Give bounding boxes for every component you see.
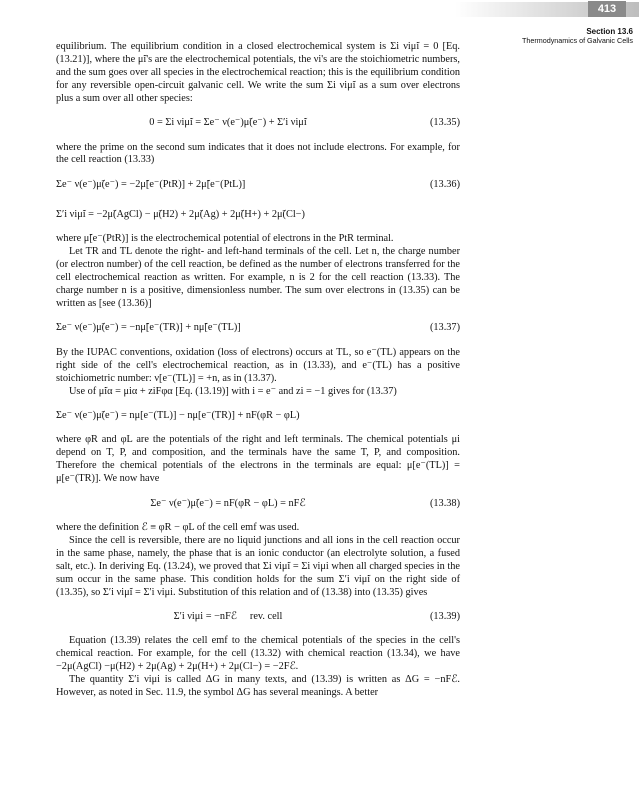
- paragraph-2: where the prime on the second sum indicates that it does not include electrons. For example, for the cell reaction (13.33): [56, 141, 460, 166]
- paragraph-5: By the IUPAC conventions, oxidation (loss of electrons) occurs at TL, so e⁻(TL) appears on the right side of the cell's electrochemical reaction, as in (13.33), and e⁻(TL) has a positive stoichiometric number: ν[e⁻(TL)] = +n, as in (13.37).: [56, 346, 460, 384]
- equation-13-35-number: (13.35): [429, 117, 460, 129]
- equation-13-37-number: (13.37): [429, 322, 460, 334]
- equation-13-35-text: 0 = Σi νiμ̃i = Σe⁻ ν(e⁻)μ̃(e⁻) + Σ′i νiμ̃i: [149, 117, 307, 129]
- equation-13-37b: [56, 404, 460, 428]
- page-body: [56, 41, 460, 700]
- paragraph-1: equilibrium. The equilibrium condition in a closed electrochemical system is Σi νiμ̃i = 0 [Eq. (13.21)], where the μ̃i's are the electrochemical potentials, the νi's are the stoichiometric numbers, and the sum goes over all species in the electrochemical reaction; this is the equilibrium condition for any reversible open-circuit galvanic cell. We write the sum Σi νiμ̃i as a sum over electrons plus a sum over all other species:: [56, 41, 460, 104]
- section-title: Section 13.6: [586, 27, 633, 36]
- paragraph-11: The quantity Σ′i νiμi is called ΔG in many texts, and (13.39) is written as ΔG = −nFℰ. However, as noted in Sec. 11.9, the symbol ΔG has several meanings. A better: [56, 674, 460, 699]
- equation-13-36-number: (13.36): [429, 178, 460, 190]
- equation-13-39-number: (13.39): [429, 611, 460, 623]
- equation-13-39-text: Σ′i νiμi = −nFℰ: [173, 611, 238, 623]
- paragraph-4: Let TR and TL denote the right- and left-hand terminals of the cell. Let n, the charge number (or electron number) of the cell reaction, be defined as the number of electrons transferred for the cell electrochemical reaction as written. For example, n is 2 for the cell reaction (13.33). The charge number n is a positive, dimensionless number. The sum over electrons in (13.35) can be written as [see (13.36)]: [56, 246, 460, 309]
- equation-13-38: [56, 492, 460, 516]
- page-number: 413: [588, 1, 626, 17]
- paragraph-9: Since the cell is reversible, there are no liquid junctions and all ions in the cell reaction occur in the same phase, namely, the phase that is an ionic conductor (an electrolyte solution, a fused salt, etc.). In deriving Eq. (13.24), we proved that Σi νiμ̃i = Σi νiμi when all charged species in the sum occur in the same phase. This condition holds for the sum Σ′i νiμ̃i on the right side of (13.35), so Σ′i νiμ̃i = Σ′i νiμi. Substitution of this relation and of (13.38) into (13.35) gives: [56, 534, 460, 598]
- equation-13-37-text: Σe⁻ ν(e⁻)μ̃(e⁻) = −nμ̃[e⁻(TR)] + nμ̃[e⁻(TL)]: [56, 322, 241, 334]
- section-subtitle: Thermodynamics of Galvanic Cells: [521, 36, 633, 45]
- equation-13-37b-text: Σe⁻ ν(e⁻)μ̃(e⁻) = nμ[e⁻(TL)] − nμ[e⁻(TR)] + nF(φR − φL): [56, 409, 300, 421]
- equation-13-36-line2: [56, 203, 460, 227]
- equation-13-36-line1: [56, 173, 460, 197]
- paragraph-3: where μ̃[e⁻(PtR)] is the electrochemical potential of electrons in the PtR terminal.: [56, 233, 394, 245]
- paragraph-10: Equation (13.39) relates the cell emf to the chemical potentials of the species in the cell's chemical reaction. For example, for the cell (13.32) with chemical reaction (13.34), we have −2μ(AgCl) −μ(H2) + 2μ(Ag) + 2μ(H+) + 2μ(Cl−) = −2Fℰ.: [56, 635, 460, 673]
- paragraph-8: where the definition ℰ ≡ φR − φL of the cell emf was used.: [56, 522, 300, 534]
- paragraph-7: where φR and φL are the potentials of the right and left terminals. The chemical potentials μi depend on T, P, and composition, and the terminals have the same T, P, and composition. Therefore the chemical potentials of the electrons in the terminals are equal: μ[e⁻(TL)] = μ[e⁻(TR)]. We now have: [56, 434, 460, 485]
- equation-13-38-number: (13.38): [429, 497, 460, 509]
- equation-13-36-line2-text: Σ′i νiμ̃i = −2μ̃(AgCl) − μ̃(H2) + 2μ̃(Ag) + 2μ̃(H+) + 2μ̃(Cl−): [56, 208, 305, 220]
- equation-13-35: [56, 112, 460, 136]
- equation-13-38-text: Σe⁻ ν(e⁻)μ̃(e⁻) = nF(φR − φL) = nFℰ: [150, 497, 306, 509]
- equation-13-39-note: rev. cell: [249, 611, 283, 623]
- equation-13-37: [56, 317, 460, 341]
- equation-13-39: [56, 605, 460, 629]
- paragraph-6: Use of μ̃iα = μiα + ziFφα [Eq. (13.19)] with i = e⁻ and zi = −1 gives for (13.37): [69, 385, 397, 397]
- equation-13-36-line1-text: Σe⁻ ν(e⁻)μ̃(e⁻) = −2μ̃[e⁻(PtR)] + 2μ̃[e⁻(PtL)]: [56, 178, 246, 190]
